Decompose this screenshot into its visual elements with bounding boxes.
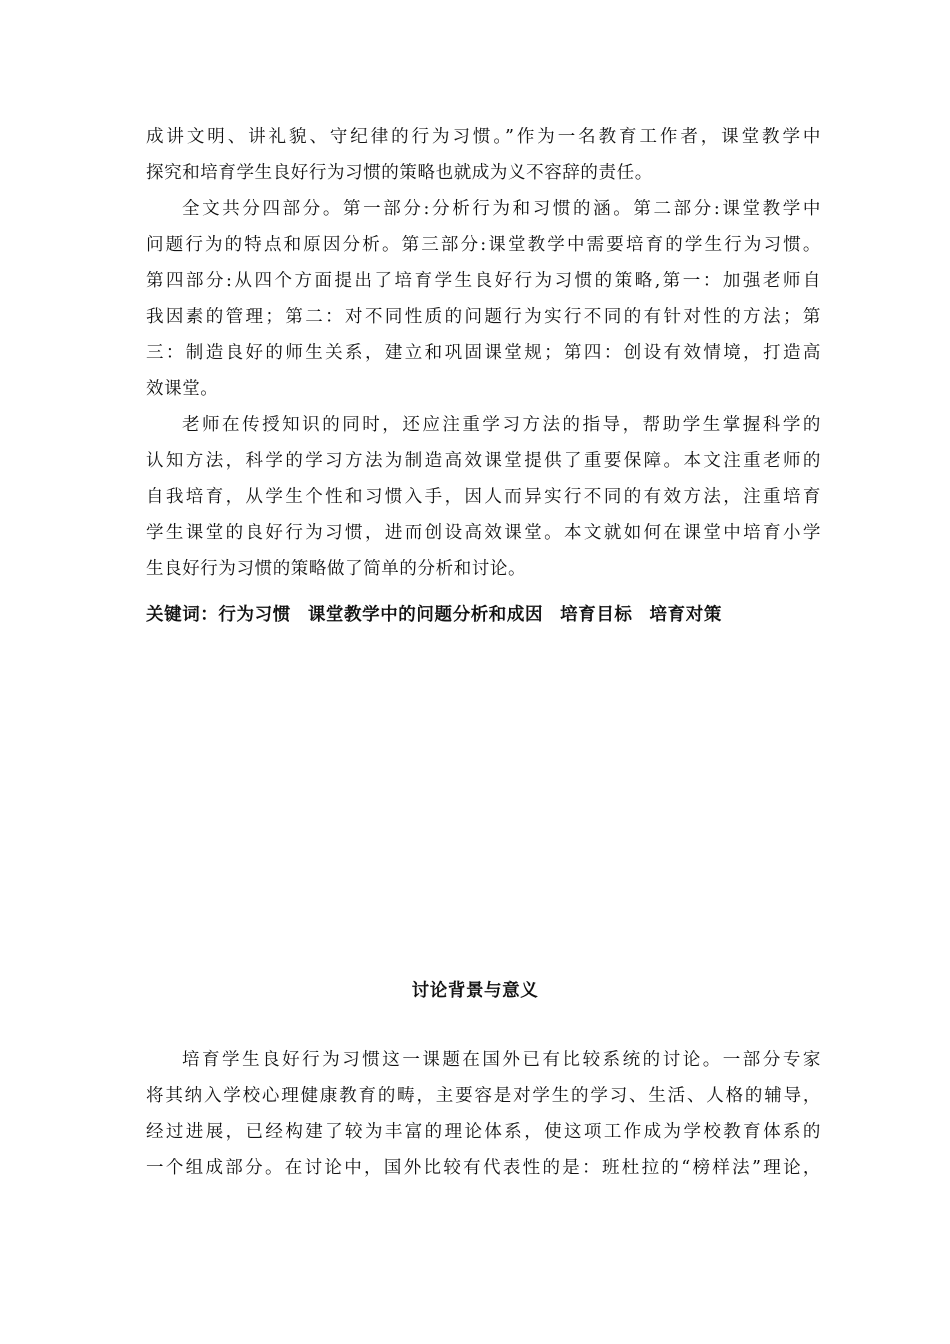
abstract-line: 全文共分四部分。第一部分:分析行为和习惯的涵。第二部分:课堂教学中 [182,199,821,219]
keywords-line [146,597,739,633]
keyword-item: 行为习惯 [218,605,291,625]
section-line: 培育学生良好行为习惯这一课题在国外已有比较系统的讨论。一部分专家 [182,1050,821,1070]
abstract-body [146,119,821,587]
keyword-item: 培育对策 [649,605,722,625]
abstract-line: 学生课堂的良好行为习惯，进而创设高效课堂。本文就如何在课堂中培育小学 [146,523,821,543]
keyword-item: 课堂教学中的问题分析和成因 [307,605,544,625]
abstract-line: 我因素的管理；第二：对不同性质的问题行为实行不同的有针对性的方法；第 [146,307,821,327]
abstract-line: 自我培育，从学生个性和习惯入手，因人而异实行不同的有效方法，注重培育 [146,487,821,507]
abstract-line: 三：制造良好的师生关系，建立和巩固课堂规；第四：创设有效情境，打造高 [146,343,821,363]
abstract-line: 老师在传授知识的同时，还应注重学习方法的指导，帮助学生掌握科学的 [182,415,821,435]
abstract-line: 效课堂。 [146,379,219,399]
section-line: 将其纳入学校心理健康教育的畴，主要容是对学生的学习、生活、人格的辅导， [146,1086,821,1106]
keywords-label: 关键词： [146,605,219,625]
abstract-line: 第四部分:从四个方面提出了培育学生良好行为习惯的策略,第一：加强老师自 [146,271,821,291]
abstract-line: 问题行为的特点和原因分析。第三部分:课堂教学中需要培育的学生行为习惯。 [146,235,821,255]
section-line: 经过进展，已经构建了较为丰富的理论体系，使这项工作成为学校教育体系的 [146,1122,821,1142]
abstract-line: 成讲文明、讲礼貌、守纪律的行为习惯。”作为一名教育工作者，课堂教学中 [146,127,821,147]
section-body [146,1042,821,1186]
section-heading: 讨论背景与意义 [411,981,539,1001]
keyword-item: 培育目标 [560,605,633,625]
section-line: 一个组成部分。在讨论中，国外比较有代表性的是：班杜拉的“榜样法”理论， [146,1158,821,1178]
abstract-line: 探究和培育学生良好行为习惯的策略也就成为义不容辞的责任。 [146,163,653,183]
abstract-line: 认知方法，科学的学习方法为制造高效课堂提供了重要保障。本文注重老师的 [146,451,821,471]
abstract-line: 生良好行为习惯的策略做了简单的分析和讨论。 [146,559,527,579]
